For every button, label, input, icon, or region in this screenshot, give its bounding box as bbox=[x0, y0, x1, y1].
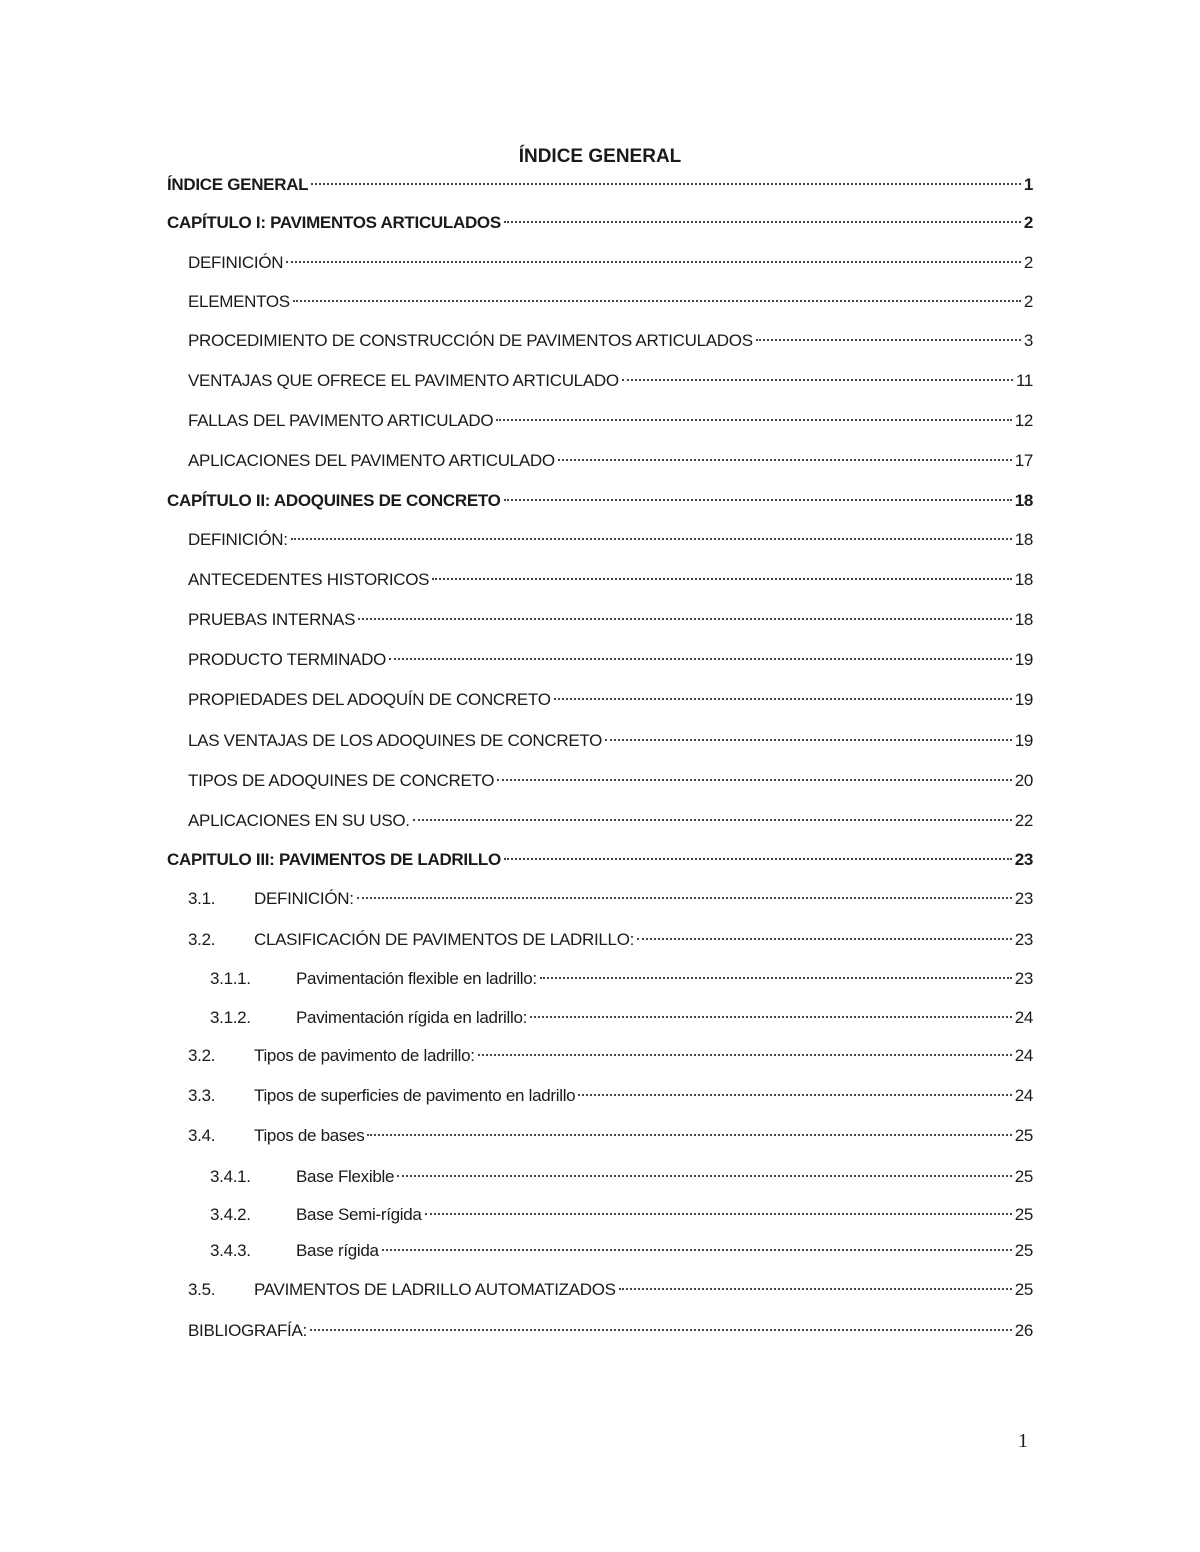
toc-entry[interactable] bbox=[167, 1236, 1033, 1266]
toc-entry-label: APLICACIONES EN SU USO. bbox=[188, 811, 410, 830]
toc-entry-label: Pavimentación rígida en ladrillo: bbox=[296, 1008, 528, 1027]
toc-entry[interactable] bbox=[167, 726, 1033, 756]
toc-entry[interactable] bbox=[167, 446, 1033, 476]
toc-dot-leader bbox=[554, 698, 1012, 700]
toc-entry-page: 18 bbox=[1014, 530, 1033, 549]
toc-entry[interactable] bbox=[167, 1162, 1033, 1192]
toc-entry-page: 3 bbox=[1023, 331, 1033, 350]
toc-dot-leader bbox=[389, 658, 1012, 660]
toc-entry-page: 25 bbox=[1014, 1167, 1033, 1186]
toc-entry[interactable] bbox=[167, 1121, 1033, 1151]
toc-dot-leader bbox=[622, 379, 1013, 381]
toc-dot-leader bbox=[504, 221, 1021, 223]
toc-entry-label: Base Semi-rígida bbox=[296, 1205, 422, 1224]
toc-entry[interactable] bbox=[167, 406, 1033, 436]
toc-entry-page: 19 bbox=[1014, 690, 1033, 709]
toc-entry[interactable] bbox=[167, 1200, 1033, 1230]
toc-entry[interactable] bbox=[167, 287, 1033, 317]
toc-entry-page: 12 bbox=[1014, 411, 1033, 430]
toc-entry[interactable] bbox=[167, 486, 1033, 516]
toc-entry-label: CAPÍTULO I: PAVIMENTOS ARTICULADOS bbox=[167, 213, 501, 232]
toc-entry-page: 23 bbox=[1014, 930, 1033, 949]
toc-dot-leader bbox=[540, 977, 1012, 979]
toc-entry[interactable] bbox=[167, 925, 1033, 955]
toc-dot-leader bbox=[605, 739, 1012, 741]
toc-entry-page: 2 bbox=[1023, 292, 1033, 311]
toc-entry[interactable] bbox=[167, 884, 1033, 914]
toc-entry[interactable] bbox=[167, 208, 1033, 238]
page-title: ÍNDICE GENERAL bbox=[518, 146, 682, 167]
toc-entry-label: LAS VENTAJAS DE LOS ADOQUINES DE CONCRETO bbox=[188, 731, 603, 750]
toc-entry-page: 18 bbox=[1014, 570, 1033, 589]
toc-dot-leader bbox=[496, 419, 1011, 421]
toc-entry-number: 3.5. bbox=[188, 1280, 216, 1299]
toc-entry-label: ELEMENTOS bbox=[188, 292, 290, 311]
toc-entry-page: 19 bbox=[1014, 650, 1033, 669]
toc-entry-label: CLASIFICACIÓN DE PAVIMENTOS DE LADRILLO: bbox=[254, 930, 635, 949]
toc-dot-leader bbox=[293, 300, 1021, 302]
toc-dot-leader bbox=[291, 538, 1012, 540]
toc-entry-label: Tipos de pavimento de ladrillo: bbox=[254, 1046, 475, 1065]
toc-entry[interactable] bbox=[167, 1316, 1033, 1346]
toc-entry-label: Base rígida bbox=[296, 1241, 379, 1260]
toc-dot-leader bbox=[358, 618, 1012, 620]
toc-entry-label: DEFINICIÓN: bbox=[254, 889, 354, 908]
toc-entry-page: 18 bbox=[1014, 491, 1033, 510]
toc-entry-label: Base Flexible bbox=[296, 1167, 395, 1186]
toc-entry[interactable] bbox=[167, 565, 1033, 595]
toc-entry[interactable] bbox=[167, 766, 1033, 796]
toc-entry-label: Tipos de superficies de pavimento en ladrillo bbox=[254, 1086, 576, 1105]
toc-entry-page: 17 bbox=[1014, 451, 1033, 470]
toc-dot-leader bbox=[311, 183, 1021, 185]
toc-entry-number: 3.1.2. bbox=[210, 1008, 251, 1027]
toc-entry[interactable] bbox=[167, 964, 1033, 994]
toc-entry-label: Tipos de bases bbox=[254, 1126, 365, 1145]
toc-entry-label: VENTAJAS QUE OFRECE EL PAVIMENTO ARTICULADO bbox=[188, 371, 619, 390]
toc-entry-page: 19 bbox=[1014, 731, 1033, 750]
toc-entry-label: CAPITULO III: PAVIMENTOS DE LADRILLO bbox=[167, 850, 501, 869]
toc-dot-leader bbox=[382, 1249, 1012, 1251]
toc-entry-page: 25 bbox=[1014, 1241, 1033, 1260]
toc-entry[interactable] bbox=[167, 1003, 1033, 1033]
toc-entry-number: 3.1.1. bbox=[210, 969, 251, 988]
toc-dot-leader bbox=[530, 1016, 1012, 1018]
toc-dot-leader bbox=[578, 1094, 1011, 1096]
toc-entry[interactable] bbox=[167, 1275, 1033, 1305]
toc-entry-page: 2 bbox=[1023, 213, 1033, 232]
toc-entry[interactable] bbox=[167, 326, 1033, 356]
toc-dot-leader bbox=[619, 1288, 1012, 1290]
toc-entry-page: 25 bbox=[1014, 1280, 1033, 1299]
toc-entry[interactable] bbox=[167, 1041, 1033, 1071]
toc-entry-number: 3.2. bbox=[188, 930, 216, 949]
toc-entry-number: 3.4.3. bbox=[210, 1241, 251, 1260]
toc-entry-label: PAVIMENTOS DE LADRILLO AUTOMATIZADOS bbox=[254, 1280, 616, 1299]
toc-entry-label: CAPÍTULO II: ADOQUINES DE CONCRETO bbox=[167, 491, 501, 510]
toc-entry-label: DEFINICIÓN bbox=[188, 253, 284, 272]
toc-entry[interactable] bbox=[167, 525, 1033, 555]
toc-entry-label: ANTECEDENTES HISTORICOS bbox=[188, 570, 430, 589]
toc-dot-leader bbox=[397, 1175, 1012, 1177]
toc-entry-page: 23 bbox=[1014, 850, 1033, 869]
toc-entry-page: 20 bbox=[1014, 771, 1033, 790]
toc-entry-label: PRODUCTO TERMINADO bbox=[188, 650, 386, 669]
toc-entry-page: 26 bbox=[1014, 1321, 1033, 1340]
toc-entry[interactable] bbox=[167, 605, 1033, 635]
toc-entry-page: 25 bbox=[1014, 1126, 1033, 1145]
toc-entry[interactable] bbox=[167, 248, 1033, 278]
toc-entry-number: 3.4.1. bbox=[210, 1167, 251, 1186]
toc-entry-page: 24 bbox=[1014, 1008, 1033, 1027]
toc-dot-leader bbox=[413, 819, 1012, 821]
toc-entry[interactable] bbox=[167, 366, 1033, 396]
toc-dot-leader bbox=[310, 1329, 1012, 1331]
toc-entry-label: Pavimentación flexible en ladrillo: bbox=[296, 969, 537, 988]
toc-entry-label: DEFINICIÓN: bbox=[188, 530, 288, 549]
toc-entry-number: 3.3. bbox=[188, 1086, 216, 1105]
toc-dot-leader bbox=[357, 897, 1012, 899]
toc-entry-page: 24 bbox=[1014, 1046, 1033, 1065]
toc-entry[interactable] bbox=[167, 1081, 1033, 1111]
toc-entry-page: 23 bbox=[1014, 889, 1033, 908]
toc-entry-label: ÍNDICE GENERAL bbox=[167, 175, 309, 194]
toc-entry-page: 18 bbox=[1014, 610, 1033, 629]
toc-entry-label: PROCEDIMIENTO DE CONSTRUCCIÓN DE PAVIMENTOS ARTICULADOS bbox=[188, 331, 753, 350]
toc-dot-leader bbox=[478, 1054, 1012, 1056]
toc-entry-page: 2 bbox=[1023, 253, 1033, 272]
toc-entry-page: 22 bbox=[1014, 811, 1033, 830]
toc-dot-leader bbox=[286, 261, 1021, 263]
toc-entry-label: PROPIEDADES DEL ADOQUÍN DE CONCRETO bbox=[188, 690, 551, 709]
toc-entry-label: BIBLIOGRAFÍA: bbox=[188, 1321, 307, 1340]
toc-entry-page: 25 bbox=[1014, 1205, 1033, 1224]
toc-entry-number: 3.4. bbox=[188, 1126, 216, 1145]
toc-entry-number: 3.1. bbox=[188, 889, 216, 908]
toc-entry[interactable] bbox=[167, 645, 1033, 675]
toc-entry-page: 23 bbox=[1014, 969, 1033, 988]
toc-dot-leader bbox=[425, 1213, 1012, 1215]
toc-entry-page: 24 bbox=[1014, 1086, 1033, 1105]
toc-entry[interactable] bbox=[167, 806, 1033, 836]
toc-dot-leader bbox=[367, 1134, 1011, 1136]
toc-dot-leader bbox=[504, 499, 1012, 501]
toc-dot-leader bbox=[497, 779, 1012, 781]
toc-entry-label: TIPOS DE ADOQUINES DE CONCRETO bbox=[188, 771, 495, 790]
toc-entry-label: APLICACIONES DEL PAVIMENTO ARTICULADO bbox=[188, 451, 555, 470]
toc-entry[interactable] bbox=[167, 845, 1033, 875]
toc-entry-number: 3.4.2. bbox=[210, 1205, 251, 1224]
toc-entry[interactable] bbox=[167, 170, 1033, 200]
toc-entry-page: 1 bbox=[1023, 175, 1033, 194]
toc-dot-leader bbox=[756, 339, 1021, 341]
toc-dot-leader bbox=[637, 938, 1012, 940]
toc-entry-number: 3.2. bbox=[188, 1046, 216, 1065]
page-number: 1 bbox=[1018, 1430, 1028, 1452]
toc-dot-leader bbox=[432, 578, 1011, 580]
toc-entry-label: PRUEBAS INTERNAS bbox=[188, 610, 356, 629]
toc-entry-label: FALLAS DEL PAVIMENTO ARTICULADO bbox=[188, 411, 494, 430]
toc-entry[interactable] bbox=[167, 685, 1033, 715]
toc-dot-leader bbox=[504, 858, 1012, 860]
toc-dot-leader bbox=[558, 459, 1012, 461]
toc-entry-page: 11 bbox=[1015, 371, 1033, 390]
